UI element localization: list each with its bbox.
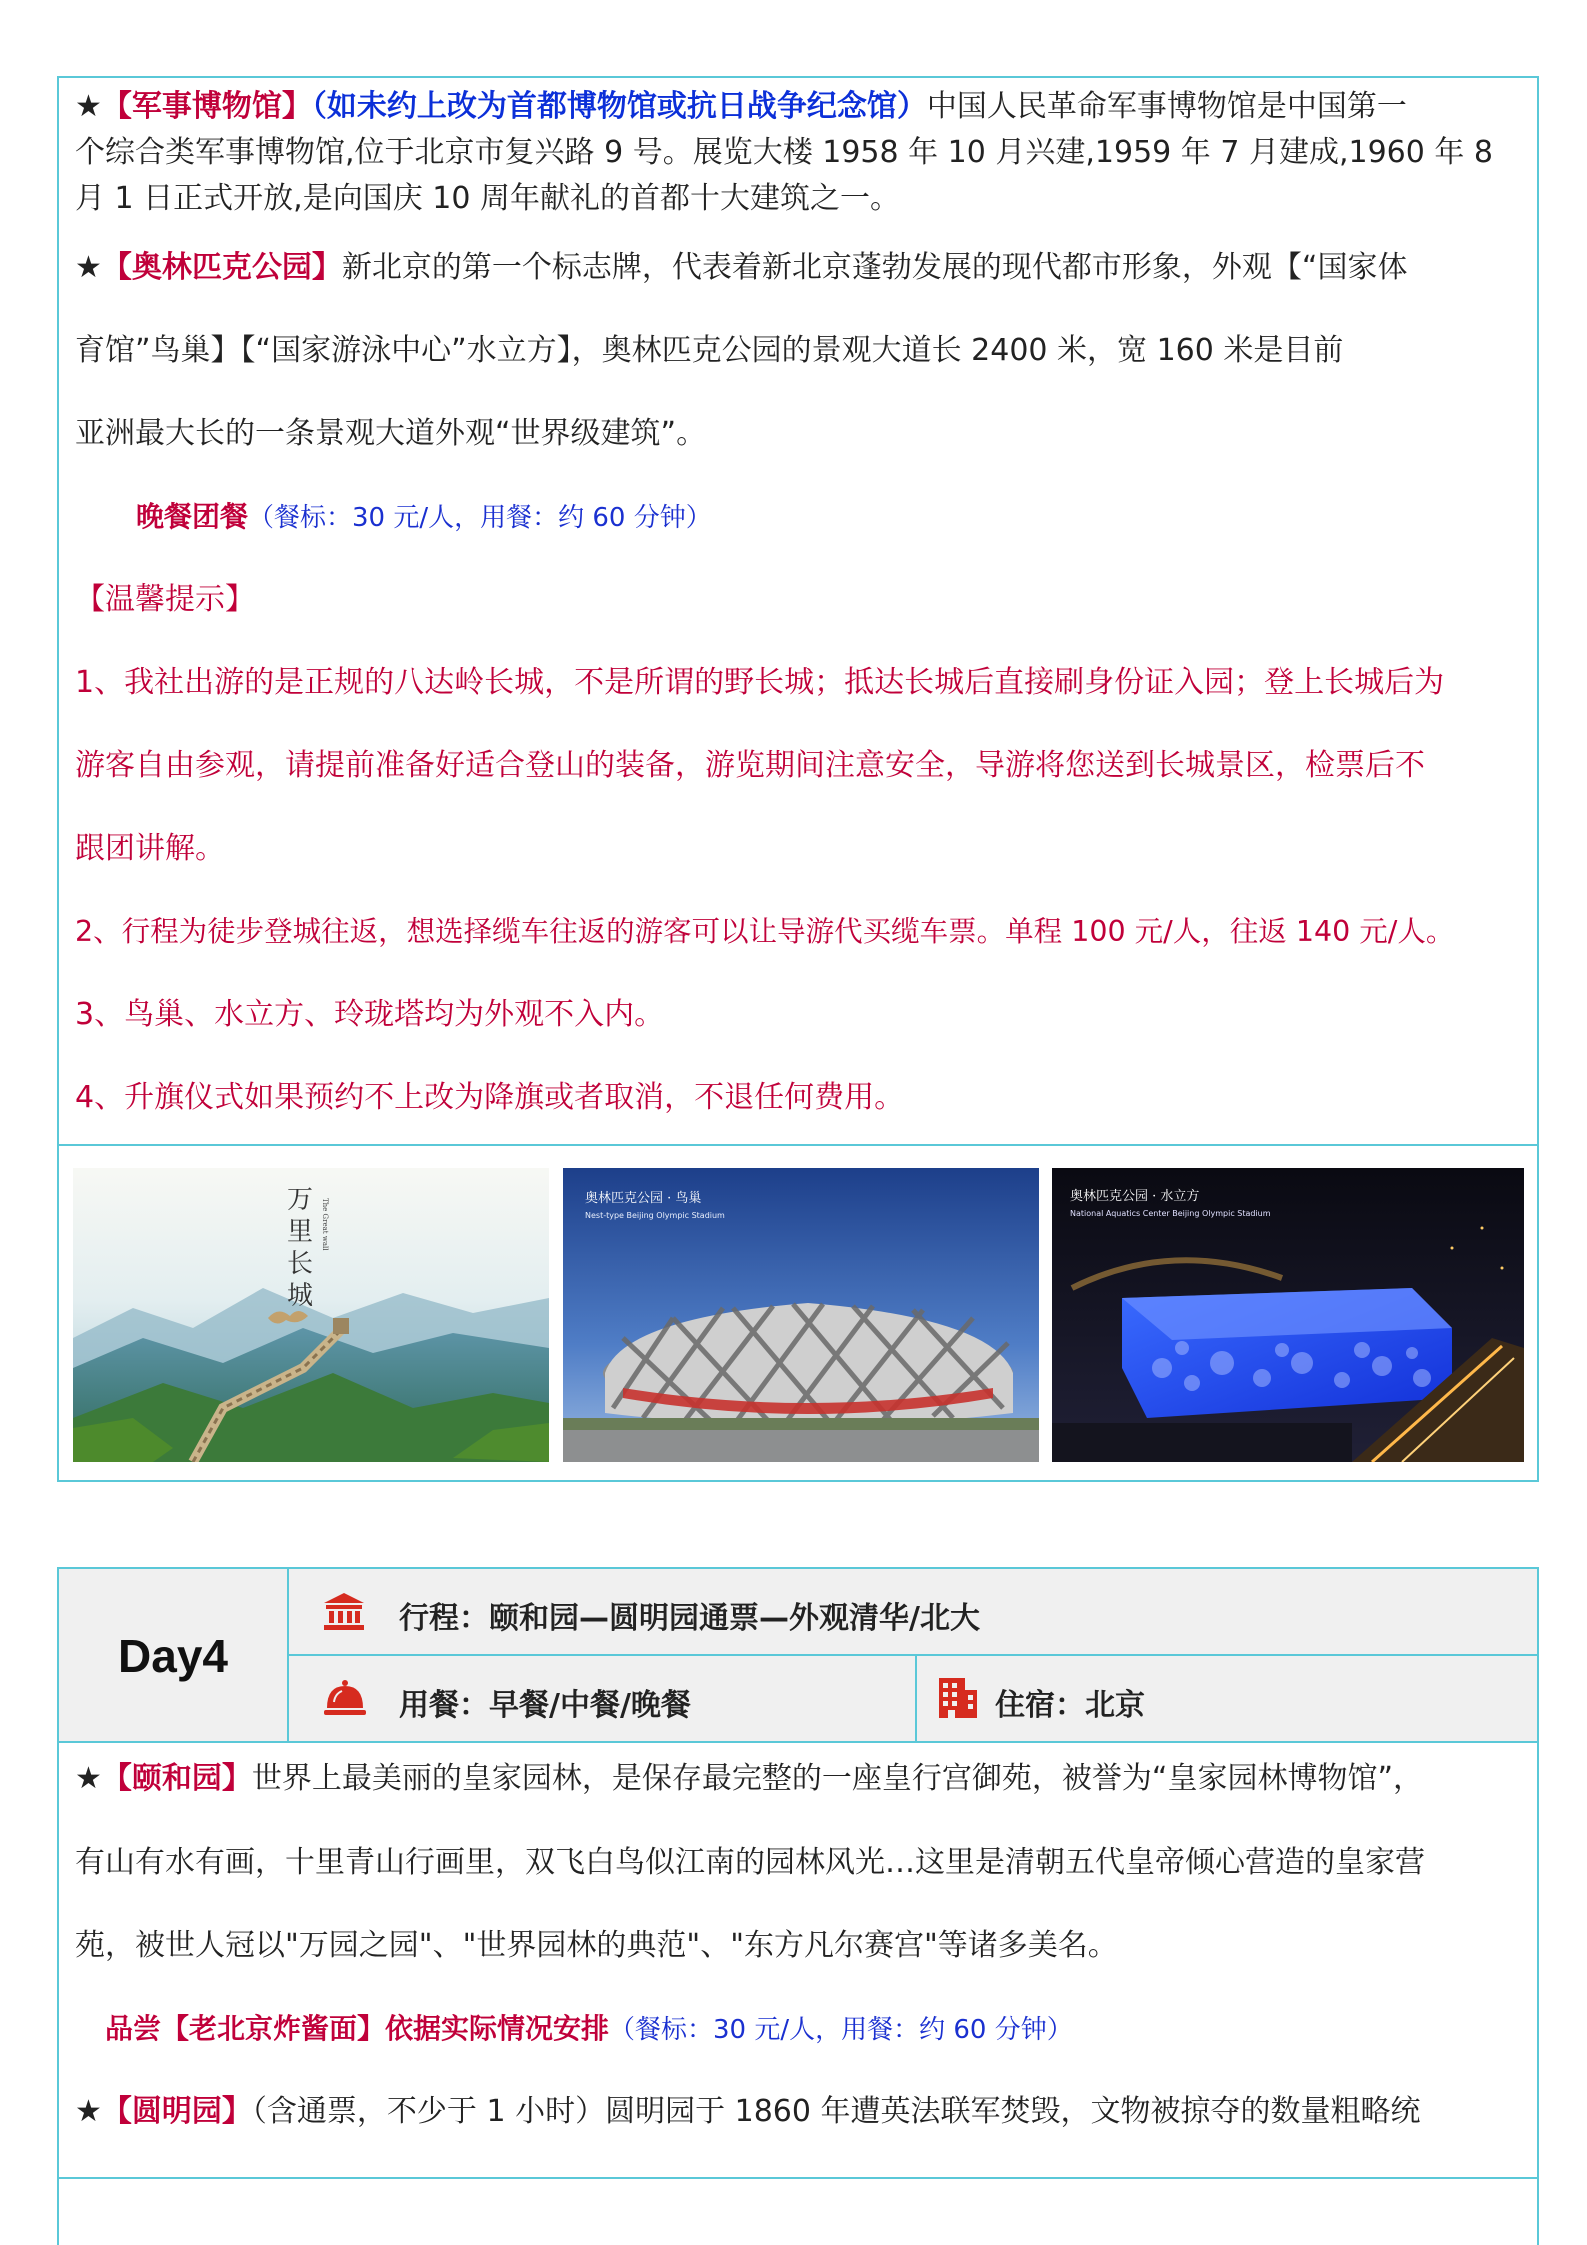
day4-header: [59, 1569, 1537, 1741]
star-icon: ★: [75, 250, 102, 285]
great-wall-char-3: 长: [287, 1249, 314, 1279]
box-bottom-border: [57, 2177, 1539, 2179]
nest-caption-en: Nest-type Beijing Olympic Stadium: [585, 1211, 725, 1220]
divider: [59, 1144, 1537, 1146]
summer-palace-line-3: 苑，被世人冠以"万园之园"、"世界园林的典范"、"东方凡尔赛宫"等诸多美名。: [75, 1928, 1118, 1963]
museum-line-2: 个综合类军事博物馆,位于北京市复兴路 9 号。展览大楼 1958 年 10 月兴建,1959 年 7 月建成,1960 年 8: [75, 135, 1493, 170]
tip-1-line-2: 游客自由参观，请提前准备好适合登山的装备，游览期间注意安全，导游将您送到长城景区，检票后不: [75, 748, 1425, 783]
cube-caption-en: National Aquatics Center Beijing Olympic Stadium: [1070, 1209, 1271, 1218]
olympic-text: 新北京的第一个标志牌，代表着新北京蓬勃发展的现代都市形象，外观【“国家体: [341, 250, 1408, 285]
star-icon: ★: [75, 89, 102, 124]
museum-text: 中国人民革命军事博物馆是中国第一: [926, 89, 1407, 124]
day4-box: [57, 1567, 1539, 2245]
dinner-note: （餐标：30 元/人，用餐：约 60 分钟）: [248, 503, 712, 533]
birds-nest-photo: [563, 1168, 1039, 1462]
tip-4: 4、升旗仪式如果预约不上改为降旗或者取消，不退任何费用。: [75, 1080, 905, 1115]
summer-palace-line-2: 有山有水有画，十里青山行画里，双飞白鸟似江南的园林风光…这里是清朝五代皇帝倾心营造的皇家营: [75, 1845, 1425, 1880]
noodles-line: [105, 2009, 1073, 2050]
old-palace-text: （含通票，不少于 1 小时）圆明园于 1860 年遭英法联军焚毁，文物被掠夺的数量粗略统: [251, 2094, 1421, 2129]
museum-line-3: 月 1 日正式开放,是向国庆 10 周年献礼的首都十大建筑之一。: [75, 181, 900, 216]
lodging-cell: [917, 1656, 1537, 1741]
lodging-text: 住宿：北京: [995, 1688, 1145, 1723]
day3-content-box: [57, 76, 1539, 1482]
star-icon: ★: [75, 1761, 102, 1796]
tip-1-line-3: 跟团讲解。: [75, 831, 225, 866]
water-cube-photo: [1052, 1168, 1524, 1462]
great-wall-english: The Great wall: [321, 1198, 329, 1251]
old-palace-title: 【圆明园】: [101, 2094, 252, 2129]
noodles-label: 品尝【老北京炸酱面】依据实际情况安排: [105, 2012, 610, 2045]
museum-note: （如未约上改为首都博物馆或抗日战争纪念馆）: [311, 89, 927, 124]
museum-title: 【军事博物馆】: [101, 89, 312, 124]
olympic-title: 【奥林匹克公园】: [101, 250, 342, 285]
great-wall-char-2: 里: [287, 1217, 314, 1247]
dinner-label: 晚餐团餐: [136, 500, 249, 533]
museum-line-1: [75, 87, 1407, 127]
olympic-line-1: [75, 248, 1407, 288]
olympic-line-2: 育馆”鸟巢】【“国家游泳中心”水立方】，奥林匹克公园的景观大道长 2400 米，宽 160 米是目前: [75, 333, 1344, 368]
star-icon: ★: [75, 2094, 102, 2129]
itinerary-row: [289, 1569, 1537, 1656]
hotel-building-icon: [937, 1676, 979, 1720]
itinerary-text: 行程：颐和园—圆明园通票—外观清华/北大: [399, 1601, 980, 1636]
museum-icon: [322, 1591, 366, 1631]
summer-palace-line-1: [75, 1759, 1423, 1799]
tips-heading: 【温馨提示】: [75, 582, 255, 617]
olympic-line-3: 亚洲最大长的一条景观大道外观“世界级建筑”。: [75, 416, 707, 451]
day-label: Day4: [118, 1630, 228, 1682]
meals-cell: [289, 1656, 917, 1741]
great-wall-char-1: 万: [287, 1185, 314, 1215]
summer-palace-title: 【颐和园】: [101, 1761, 252, 1796]
divider: [59, 1741, 1537, 1743]
day-cell: [59, 1569, 289, 1741]
tip-2: 2、行程为徒步登城往返，想选择缆车往返的游客可以让导游代买缆车票。单程 100 元/人，往返 140 元/人。: [75, 915, 1455, 948]
tip-1-line-1: 1、我社出游的是正规的八达岭长城，不是所谓的野长城；抵达长城后直接刷身份证入园；登上长城后为: [75, 665, 1445, 700]
summer-palace-text: 世界上最美丽的皇家园林，是保存最完整的一座皇行宫御苑，被誉为“皇家园林博物馆”，: [251, 1761, 1423, 1796]
service-bell-icon: [322, 1676, 368, 1720]
great-wall-photo: [73, 1168, 549, 1462]
meals-text: 用餐：早餐/中餐/晚餐: [399, 1688, 691, 1723]
cube-caption-cn: 奥林匹克公园 · 水立方: [1070, 1189, 1200, 1204]
tip-3: 3、鸟巢、水立方、玲珑塔均为外观不入内。: [75, 997, 665, 1032]
old-palace-line-1: [75, 2092, 1420, 2132]
great-wall-char-4: 城: [287, 1281, 314, 1311]
nest-caption-cn: 奥林匹克公园 · 鸟巢: [585, 1191, 702, 1206]
dinner-line: [136, 497, 712, 538]
noodles-note: （餐标：30 元/人，用餐：约 60 分钟）: [609, 2015, 1073, 2045]
